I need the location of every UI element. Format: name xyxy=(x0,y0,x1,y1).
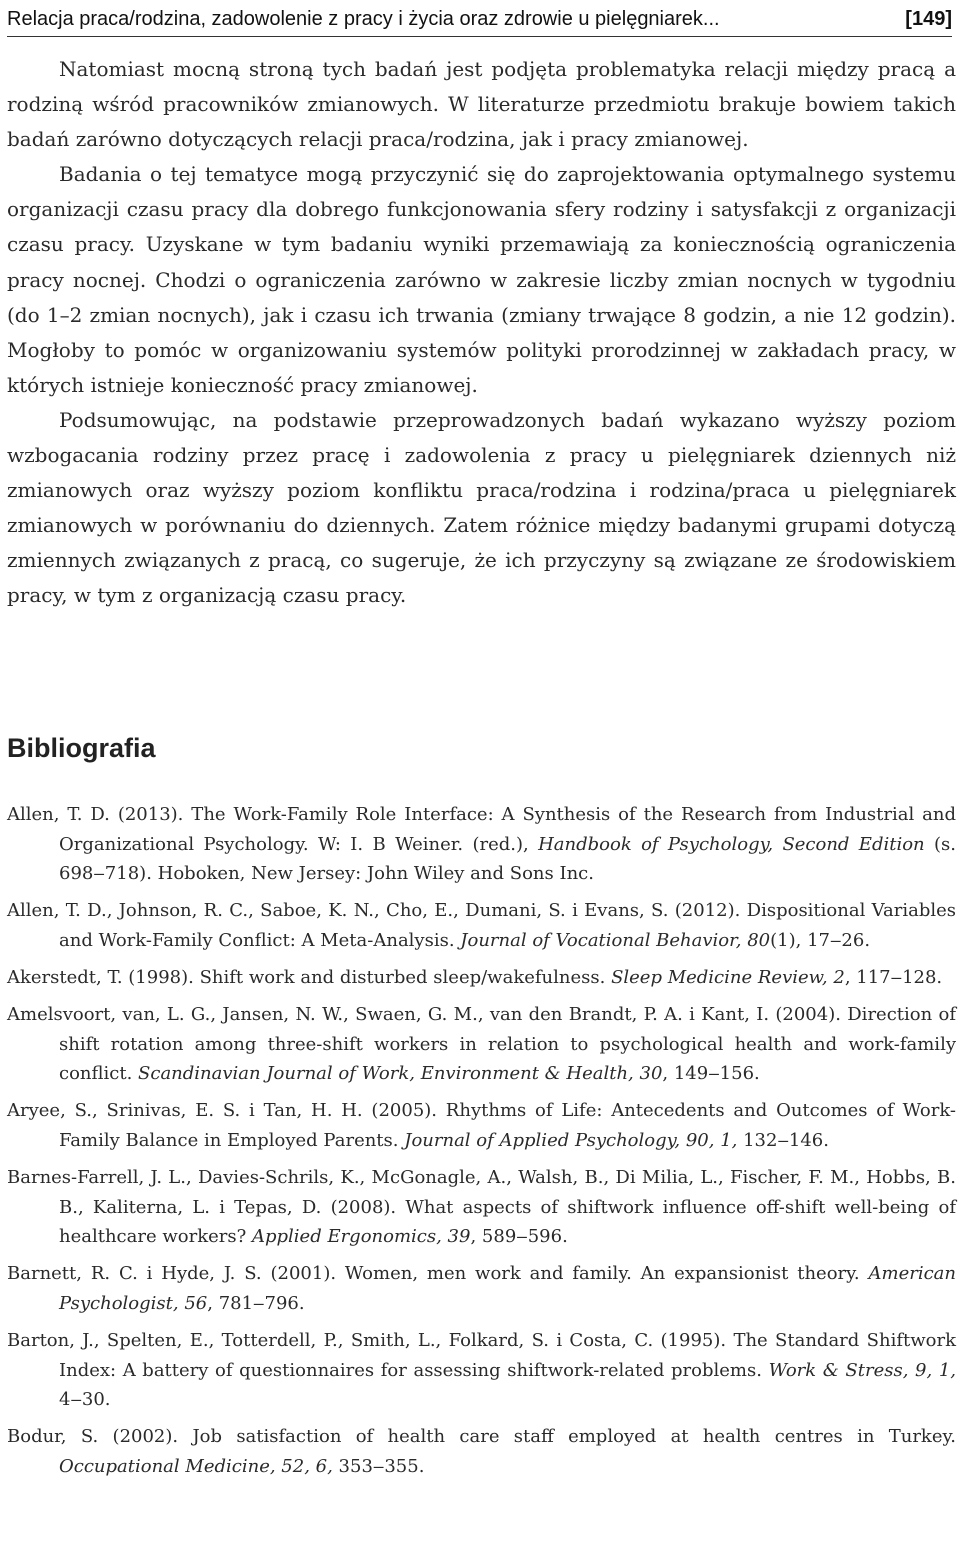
reference-entry xyxy=(7,1163,956,1252)
reference-text: Allen, T. D., Johnson, R. C., Saboe, K. N., Cho, E., Dumani, S. i Evans, S. (2012). Dispositional Variables and Work-Family Conflict: A Meta-Analysis. xyxy=(7,900,956,951)
reference-entry xyxy=(7,1096,956,1155)
reference-source: Handbook of Psychology, Second Edition xyxy=(538,833,925,855)
reference-entry xyxy=(7,1422,956,1481)
reference-text: Allen, T. D. (2013). The Work-Family Role Interface: A Synthesis of the Research from Industrial and Organizational Psychology. W: I. B Weiner. (red.), xyxy=(7,804,956,855)
reference-entry xyxy=(7,1326,956,1415)
reference-source: Journal of Applied Psychology, 90, 1, xyxy=(404,1129,738,1151)
running-header xyxy=(7,2,952,37)
reference-source: Journal of Vocational Behavior, 80 xyxy=(460,929,771,951)
reference-pages: , 149‒156. xyxy=(662,1063,760,1085)
reference-entry xyxy=(7,1000,956,1089)
paragraph: Badania o tej tematyce mogą przyczynić się do zaprojektowania optymalnego systemu organizacji czasu pracy dla dobrego funkcjonowania sfery rodziny i satysfakcji z organizacji czasu pracy. Uzyskane w tym badaniu wyniki przemawiają za koniecznością ograniczenia pracy nocnej. Chodzi o ograniczenia zarówno w zakresie liczby zmian nocnych w tygodniu (do 1–2 zmian nocnych), jak i czasu ich trwania (zmiany trwające 8 godzin, a nie 12 godzin). Mogłoby to pomóc w organizowaniu systemów polityki prorodzinnej w zakładach pracy, w których istnieje konieczność pracy zmianowej. xyxy=(7,162,956,397)
reference-source: Scandinavian Journal of Work, Environment & Health, 30 xyxy=(138,1063,663,1085)
reference-text: Akerstedt, T. (1998). Shift work and disturbed sleep/wakefulness. xyxy=(7,966,612,988)
reference-entry xyxy=(7,963,956,993)
reference-entry xyxy=(7,800,956,889)
reference-text: Amelsvoort, van, L. G., Jansen, N. W., Swaen, G. M., van den Brandt, P. A. i Kant, I. (2004). Direction of shift rotation among three-shift workers in relation to psychological health and work-family conflict. xyxy=(7,1004,956,1085)
reference-text: Aryee, S., Srinivas, E. S. i Tan, H. H. (2005). Rhythms of Life: Antecedents and Outcomes of Work-Family Balance in Employed Parents. xyxy=(7,1100,956,1151)
body-text xyxy=(7,52,956,614)
reference-pages: 4‒30. xyxy=(59,1389,111,1411)
reference-source: American Psychologist, 56 xyxy=(59,1263,956,1314)
reference-list xyxy=(7,800,956,1489)
reference-text: Barnett, R. C. i Hyde, J. S. (2001). Women, men work and family. An expansionist theory. xyxy=(7,1263,869,1285)
reference-source: Work & Stress, 9, 1, xyxy=(768,1359,956,1381)
running-title: Relacja praca/rodzina, zadowolenie z pracy i życia oraz zdrowie u pielęgniarek... xyxy=(7,7,720,30)
reference-pages: 353‒355. xyxy=(332,1455,425,1477)
paragraph: Podsumowując, na podstawie przeprowadzonych badań wykazano wyższy poziom wzbogacania rodziny przez pracę i zadowolenia z pracy u pielęgniarek dziennych niż zmianowych oraz wyższy poziom konfliktu praca/rodzina i rodzina/praca u pielęgniarek zmianowych w porównaniu do dziennych. Zatem różnice między badanymi grupami dotyczą zmiennych związanych z pracą, co sugeruje, że ich przyczyny są związane ze środowiskiem pracy, w tym z organizacją czasu pracy. xyxy=(7,407,956,608)
paragraph: Natomiast mocną stroną tych badań jest podjęta problematyka relacji między pracą a rodziną wśród pracowników zmianowych. W literaturze przedmiotu brakuje bowiem takich badań zarówno dotyczących relacji praca/rodzina, jak i pracy zmianowej. xyxy=(7,57,956,152)
page-number: [149] xyxy=(905,7,952,30)
reference-entry xyxy=(7,1259,956,1318)
reference-text: Barton, J., Spelten, E., Totterdell, P., Smith, L., Folkard, S. i Costa, C. (1995). The Standard Shiftwork Index: A battery of questionnaires for assessing shiftwork-related problems. xyxy=(7,1330,956,1381)
reference-text: Barnes-Farrell, J. L., Davies-Schrils, K., McGonagle, A., Walsh, B., Di Milia, L., Fischer, F. M., Hobbs, B. B., Kaliterna, L. i Tepas, D. (2008). What aspects of shiftwork influence off-shift well-being of healthcare workers? xyxy=(7,1167,956,1248)
reference-source: Applied Ergonomics, 39 xyxy=(251,1226,471,1248)
reference-pages: , 589‒596. xyxy=(470,1226,568,1248)
bibliography-heading: Bibliografia xyxy=(7,733,156,763)
reference-text: Bodur, S. (2002). Job satisfaction of health care staff employed at health centres in Turkey. xyxy=(7,1426,956,1448)
reference-pages: (s. 698‒718). Hoboken, New Jersey: John Wiley and Sons Inc. xyxy=(59,833,956,885)
reference-pages: (1), 17‒26. xyxy=(770,929,871,951)
reference-pages: 132‒146. xyxy=(737,1129,829,1151)
reference-pages: , 781‒796. xyxy=(207,1292,305,1314)
reference-entry xyxy=(7,896,956,955)
reference-source: Sleep Medicine Review, 2 xyxy=(611,966,845,988)
reference-pages: , 117‒128. xyxy=(844,966,943,988)
reference-source: Occupational Medicine, 52, 6, xyxy=(59,1455,333,1477)
